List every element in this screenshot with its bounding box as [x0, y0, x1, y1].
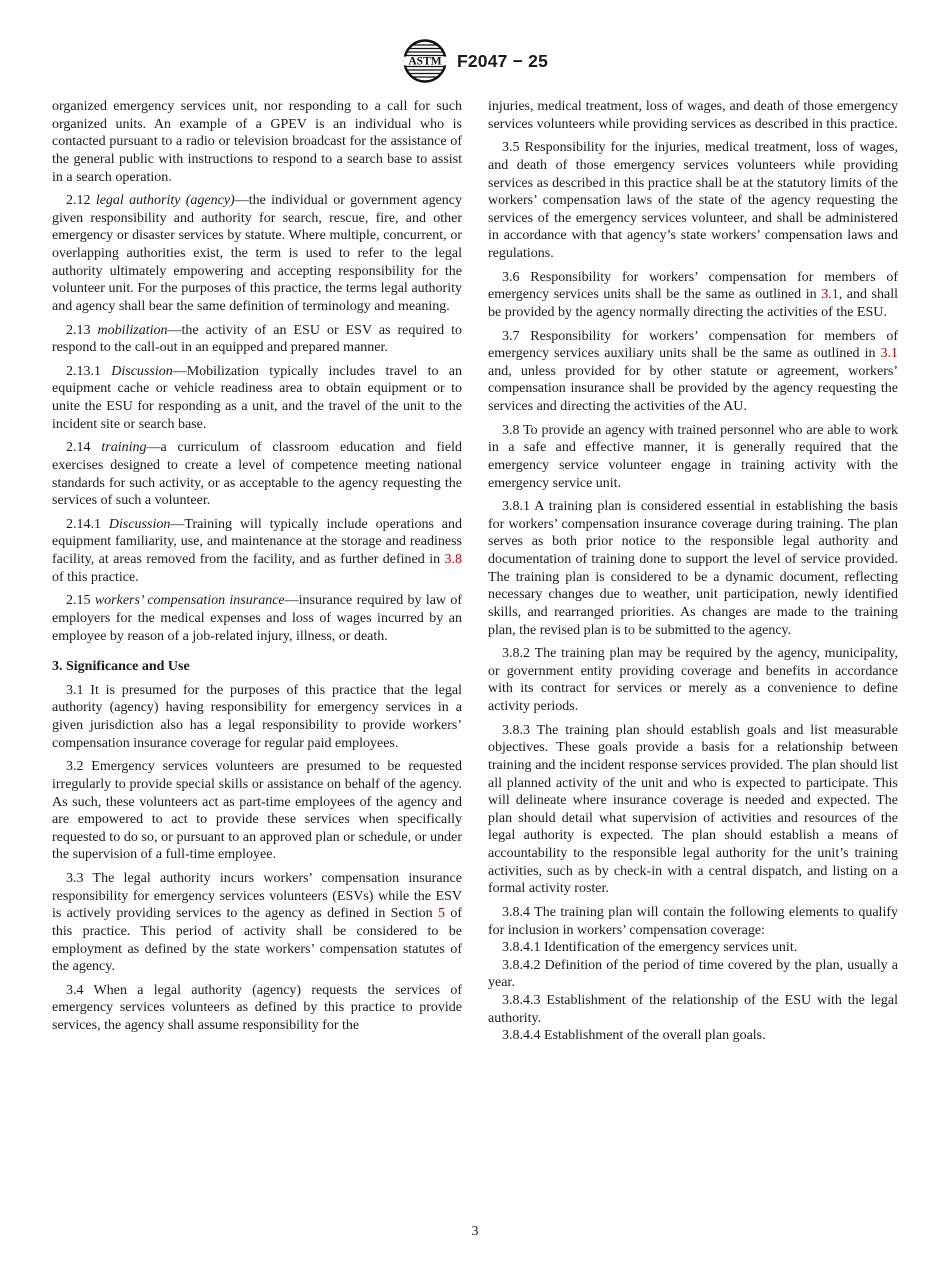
text-segment: 3.8.4.1 Identification of the emergency services unit.: [502, 940, 798, 956]
text-segment: 2.14: [66, 440, 102, 456]
text-segment: 3.6 Responsibility for workers’ compensation for members of emergency services units shall be the same as outlined in: [488, 269, 898, 303]
text-segment: Discussion: [111, 363, 173, 379]
paragraph: [52, 870, 462, 976]
text-segment: , and shall be provided by the agency normally directing the activities of the ESU.: [488, 287, 898, 320]
text-segment: 3.7 Responsibility for workers’ compensation for members of emergency services auxiliary units shall be the same as outlined in: [488, 328, 898, 362]
text-segment: 2.14.1: [66, 516, 109, 532]
astm-logo-text: ASTM: [408, 55, 442, 68]
text-segment: 3.3 The legal authority incurs workers’ compensation insurance responsibility for emergency services volunteers (ESVs) while the ESV is actively providing services to the agency as defined in Section: [52, 871, 462, 922]
paragraph: [52, 322, 462, 357]
text-segment: 2.13.1: [66, 363, 112, 379]
paragraph: [488, 1027, 898, 1045]
paragraph: [488, 98, 898, 133]
paragraph: [488, 904, 898, 939]
text-segment: 2.13: [66, 322, 98, 338]
paragraph: [488, 939, 898, 957]
paragraph: [488, 992, 898, 1027]
text-segment: and, unless provided for by other statute or agreement, workers’ compensation insurance shall be provided by the agency requesting the services and directing the activities of the AU.: [488, 363, 898, 414]
cross-reference-link[interactable]: 3.1: [821, 287, 839, 303]
text-segment: 3.8.4 The training plan will contain the following elements to qualify for inclusion in workers’ compensation coverage:: [488, 904, 898, 938]
paragraph: [488, 498, 898, 639]
text-segment: 3.8 To provide an agency with trained personnel who are able to work in a safe and effective manner, it is generally required that the emergency service volunteer engage in training activity with the emergency service unit.: [488, 422, 898, 491]
paragraph: [488, 139, 898, 262]
paragraph: [52, 592, 462, 645]
text-segment: organized emergency services unit, nor responding to a call for such organized units. An example of a GPEV is an individual who is contacted pursuant to a radio or television broadcast for the assistance of the general public with instructions to respond to a search base to assist in a search operation.: [52, 99, 462, 185]
cross-reference-link[interactable]: 5: [438, 906, 445, 922]
cross-reference-link[interactable]: 3.8: [444, 552, 462, 567]
column-right: [488, 98, 898, 1045]
text-segment: 3.8.1 A training plan is considered essential in establishing the basis for workers’ compensation insurance coverage during training. The plan serves as both prior notice to the responsible legal authority and documentation of training done to support the level of service provided. The training plan is considered to be a dynamic document, reflecting necessary changes due to weather, unit participation, newly identified skills, and rearranged priorities. As changes are made to the training plan, the revised plan is to be submitted to the agency.: [488, 499, 898, 638]
astm-logo-icon: [402, 38, 448, 84]
paragraph: [488, 957, 898, 992]
page-number: 3: [471, 1224, 479, 1239]
paragraph: [52, 439, 462, 510]
section-heading: [52, 658, 462, 676]
text-segment: 3.8.4.3 Establishment of the relationship of the ESU with the legal authority.: [488, 993, 898, 1026]
paragraph: [52, 192, 462, 315]
paragraph: [488, 645, 898, 716]
text-segment: —insurance required by law of employers for the medical expenses and loss of wages incurred by an employee by reason of a job-related injury, illness, or death.: [52, 593, 462, 644]
text-segment: 3.8.2 The training plan may be required by the agency, municipality, or government entity providing coverage and benefits in accordance with its contract for services or merely as a convenience to define activity periods.: [488, 646, 898, 714]
text-segment: 3.5 Responsibility for the injuries, medical treatment, loss of wages, and death of those emergency services volunteers while providing services as described in this practice shall be at the statutory limits of the workers’ compensation laws of the state of the agency requesting the services of the emergency services volunteer, and shall be administered in accordance with that agency’s state workers’ compensation laws and regulations.: [488, 140, 898, 261]
paragraph: [52, 982, 462, 1035]
text-segment: of this practice.: [52, 569, 139, 585]
paragraph: [52, 682, 462, 753]
text-segment: 2.15: [66, 593, 95, 609]
text-segment: of this practice. This period of activity shall be considered to be employment as defined by the state workers’ compensation statutes of the agency.: [52, 906, 462, 975]
paragraph: [488, 722, 898, 898]
paragraph: [488, 269, 898, 322]
text-segment: injuries, medical treatment, loss of wages, and death of those emergency services volunteers while providing services as described in this practice.: [488, 99, 898, 132]
document-designation: F2047 − 25: [456, 50, 549, 71]
text-segment: mobilization: [97, 322, 168, 338]
paragraph: [52, 758, 462, 864]
page-footer: [0, 1224, 950, 1240]
paragraph: [488, 328, 898, 416]
text-segment: workers’ compensation insurance: [94, 593, 285, 609]
text-segment: —Training will typically include operations and equipment familiarity, use, and maintenance at the storage and readiness facility, at areas removed from the facility, and as further defined in: [52, 516, 463, 567]
paragraph: [52, 363, 462, 434]
text-segment: —the individual or government agency given responsibility and authority for search, rescue, fire, and other emergency or disaster services by statute. Where multiple, concurrent, or overlapping authorities exist, the term is used to refer to the legal authority ultimately empowering and accepting responsibility for the volunteer unit. For the purposes of this practice, the terms legal authority and agency shall bear the same definition of terminology and meaning.: [52, 193, 462, 314]
text-segment: 3.2 Emergency services volunteers are presumed to be requested irregularly to provide special skills or assistance on behalf of the agency. As such, these volunteers act as part-time employees of the agency and are empowered to act to provide these services when specifically requested to do so, or pursuant to an approved plan or schedule, or under the supervision of a full-time employee.: [52, 759, 462, 863]
paragraph: [488, 422, 898, 493]
paragraph: [52, 516, 462, 587]
text-segment: —the activity of an ESU or ESV as required to respond to the call-out in an equipped and prepared manner.: [52, 322, 463, 356]
paragraph: [52, 98, 462, 186]
text-segment: 3.8.4.2 Definition of the period of time covered by the plan, usually a year.: [488, 957, 898, 991]
page-header: [52, 36, 898, 86]
text-segment: training: [101, 440, 147, 456]
text-segment: 3.1 It is presumed for the purposes of this practice that the legal authority (agency) having responsibility for emergency services in a given jurisdiction also has a legal responsibility to provide workers’ compensation insurance coverage for regular paid employees.: [52, 682, 462, 751]
cross-reference-link[interactable]: 3.1: [880, 346, 898, 362]
text-segment: —a curriculum of classroom education and field exercises designed to create a level of competence meeting national standards for such activity, or as acceptable to the agency requesting the services of such a volunteer.: [52, 440, 462, 509]
text-segment: 2.12: [66, 193, 96, 209]
text-segment: 3.4 When a legal authority (agency) requests the services of emergency services volunteers as defined by this practice to provide services, the agency shall assume responsibility for the: [52, 982, 462, 1033]
column-left: [52, 98, 462, 1045]
text-segment: legal authority (agency): [95, 193, 235, 209]
text-segment: —Mobilization typically includes travel to an equipment cache or vehicle readiness area to obtain equipment or to unite the ESU for responding as a unit, and the travel of the unit to the incident site or search base.: [52, 363, 462, 432]
text-segment: 3.8.4.4 Establishment of the overall plan goals.: [502, 1028, 766, 1044]
text-segment: 3. Significance and Use: [52, 659, 190, 675]
text-segment: 3.8.3 The training plan should establish goals and list measurable objectives. These goals provide a basis for a relationship between training and the incident response services provided. The plan should list all planned activity of the unit and who is expected to participate. This will delineate where insurance coverage is needed and expected. The plan should detail what supervision of activities and resources of the legal authority is expected. The plan should establish a means of accountability to the responsible legal authority for the unit’s training activities, such as by check-in with a central dispatch, and listing on a formal activity roster.: [488, 722, 898, 897]
text-segment: Discussion: [108, 516, 171, 532]
two-column-body: [52, 98, 898, 1045]
